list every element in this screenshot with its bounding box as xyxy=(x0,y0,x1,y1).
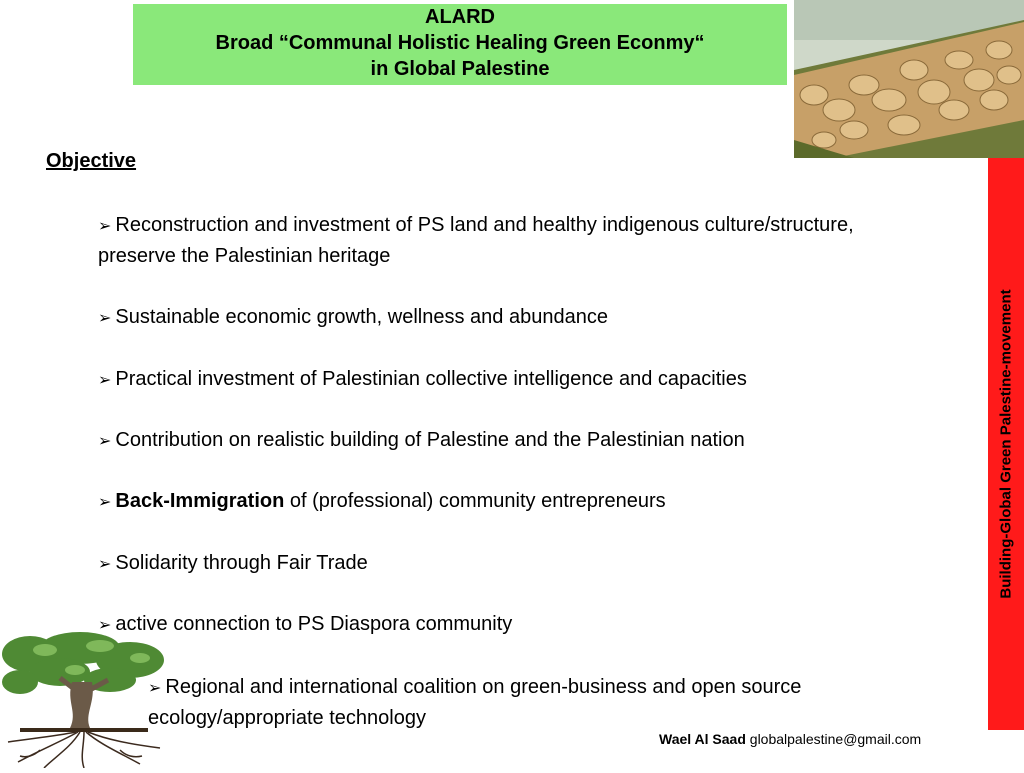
bullet-item-3 xyxy=(98,364,747,395)
stone-wall-photo xyxy=(794,0,1024,158)
arrow-bullet-icon: ➢ xyxy=(98,554,112,573)
arrow-bullet-icon: ➢ xyxy=(98,615,112,634)
arrow-bullet-icon: ➢ xyxy=(98,492,112,511)
bullet-item-2 xyxy=(98,302,608,333)
bullet-text-4: Contribution on realistic building of Palestine and the Palestinian nation xyxy=(115,429,745,451)
arrow-bullet-icon: ➢ xyxy=(98,308,112,327)
bullet-text-8: Regional and international coalition on green-business and open source ecology/appropriate technology xyxy=(148,676,802,729)
bullet-text-6: Solidarity through Fair Trade xyxy=(115,552,368,574)
bullet-text-1: Reconstruction and investment of PS land and healthy indigenous culture/structure, preserve the Palestinian heritage xyxy=(98,214,854,267)
bullet-text-5: of (professional) community entrepreneurs xyxy=(284,490,666,512)
bullet-item-4 xyxy=(98,425,745,456)
arrow-bullet-icon: ➢ xyxy=(98,216,112,235)
arrow-bullet-icon: ➢ xyxy=(148,678,162,697)
objective-heading: Objective xyxy=(46,150,137,172)
bullet-item-6 xyxy=(98,548,368,579)
footer-email: globalpalestine@gmail.com xyxy=(749,731,922,747)
olive-tree-image xyxy=(0,632,168,768)
bullet-item-5 xyxy=(98,486,666,517)
bullet-item-8 xyxy=(148,672,938,733)
footer-contact xyxy=(659,731,921,747)
bullet-bold-5: Back-Immigration xyxy=(115,490,285,512)
side-banner xyxy=(988,158,1024,730)
arrow-bullet-icon: ➢ xyxy=(98,431,112,450)
title-line-1: ALARD xyxy=(425,6,495,28)
bullet-item-1 xyxy=(98,210,898,271)
bullet-text-3: Practical investment of Palestinian collective intelligence and capacities xyxy=(115,368,747,390)
bullet-text-2: Sustainable economic growth, wellness and abundance xyxy=(115,306,608,328)
side-banner-text: Building-Global Green Palestine-movement xyxy=(997,289,1015,599)
title-line-2: Broad “Communal Holistic Healing Green Econmy“ xyxy=(215,32,705,54)
footer-name: Wael Al Saad xyxy=(659,731,746,747)
title-line-3: in Global Palestine xyxy=(370,58,550,80)
title-box xyxy=(133,4,787,85)
arrow-bullet-icon: ➢ xyxy=(98,370,112,389)
bullet-text-7: active connection to PS Diaspora community xyxy=(115,613,513,635)
